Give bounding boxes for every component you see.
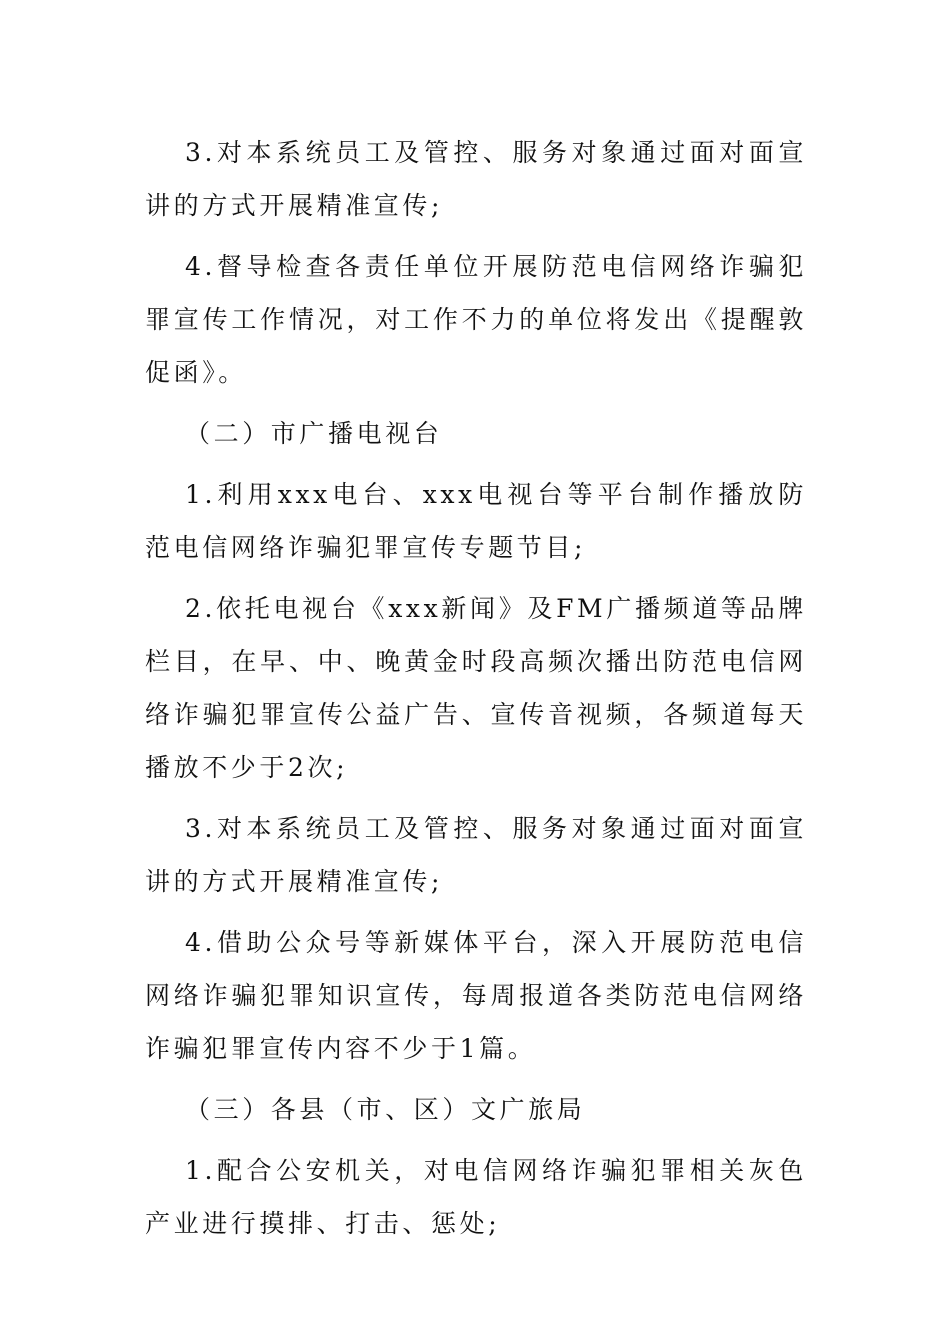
section-heading-broadcast-station: （二）市广播电视台: [185, 419, 443, 448]
item-4-supervision: 4.督导检查各责任单位开展防范电信网络诈骗犯罪宣传工作情况，对工作不力的单位将发出《提醒敦促函》。: [145, 252, 807, 387]
item-1-police-cooperation: 1.配合公安机关，对电信网络诈骗犯罪相关灰色产业进行摸排、打击、惩处;: [145, 1156, 807, 1238]
document-body: [145, 126, 807, 1258]
item-2-public-service-ads: 2.依托电视台《xxx新闻》及FM广播频道等品牌栏目，在早、中、晚黄金时段高频次播出防范电信网络诈骗犯罪宣传公益广告、宣传音视频，各频道每天播放不少于2次;: [145, 594, 807, 782]
item-3-staff-outreach: 3.对本系统员工及管控、服务对象通过面对面宣讲的方式开展精准宣传;: [145, 138, 807, 220]
item-4-new-media: 4.借助公众号等新媒体平台，深入开展防范电信网络诈骗犯罪知识宣传，每周报道各类防范电信网络诈骗犯罪宣传内容不少于1篇。: [145, 928, 807, 1063]
section-heading-county-bureau: （三）各县（市、区）文广旅局: [185, 1095, 586, 1124]
item-1-special-programs: 1.利用xxx电台、xxx电视台等平台制作播放防范电信网络诈骗犯罪宣传专题节目;: [145, 480, 807, 562]
item-3-staff-outreach-broadcast: 3.对本系统员工及管控、服务对象通过面对面宣讲的方式开展精准宣传;: [145, 814, 807, 896]
